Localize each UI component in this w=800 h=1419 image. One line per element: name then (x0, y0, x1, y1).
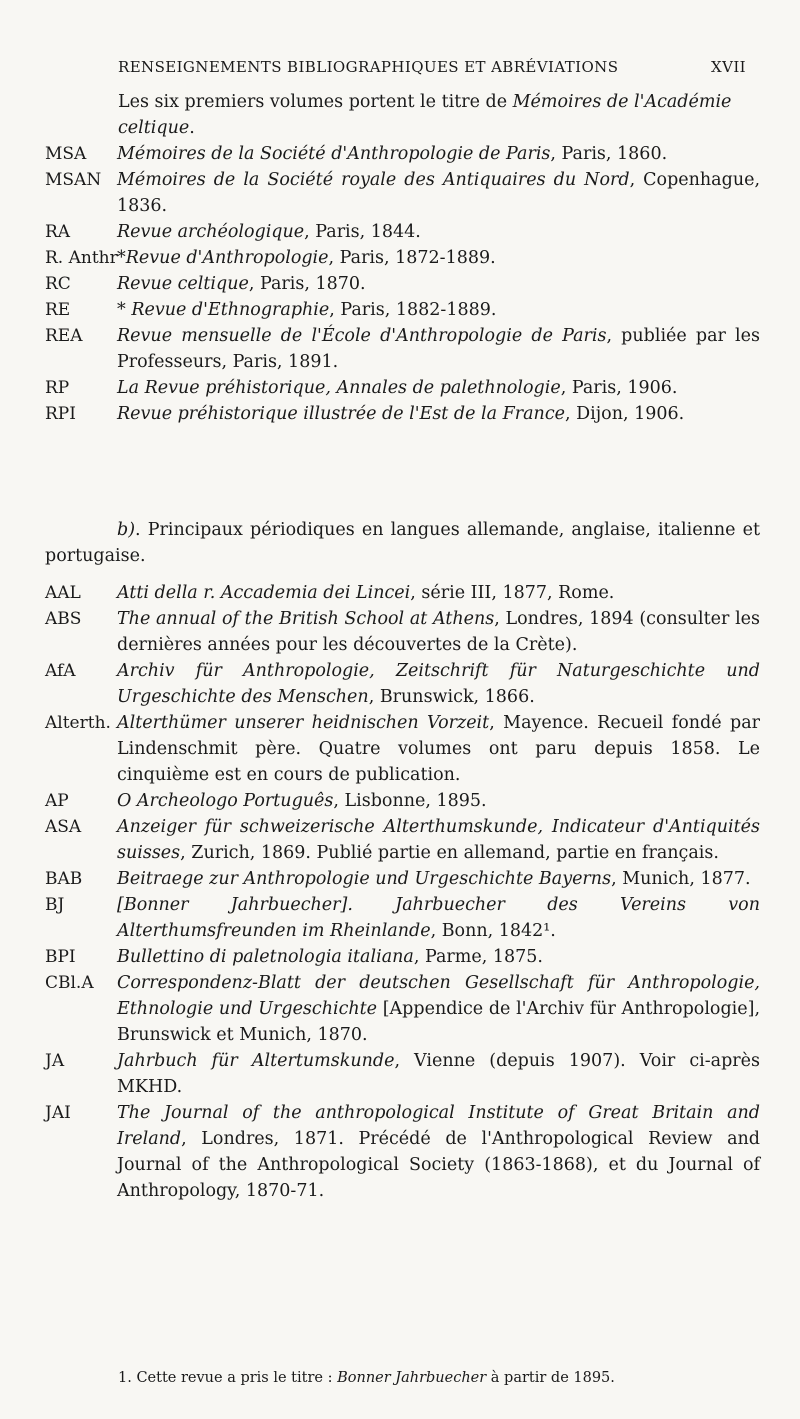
entry-details: , Paris, 1872-1889. (328, 248, 496, 268)
entry-abbreviation: MSA (45, 144, 87, 164)
entry-description (117, 866, 760, 892)
bibliography-entry (45, 271, 760, 297)
entry-title: *Revue d'Anthropologie (117, 248, 329, 268)
entry-description (117, 892, 760, 944)
entry-description (117, 658, 760, 710)
entry-description (117, 245, 760, 271)
intro-paragraph: Les six premiers volumes portent le titre de Mémoires de l'Académie celtique. (118, 92, 732, 138)
bibliography-entry (45, 606, 760, 658)
page-number: XVII (711, 58, 746, 76)
entry-details: , Mayence. Recueil fondé par Lindenschmit père. Quatre volumes ont paru depuis 1858. Le cinquième est en cours de publication. (117, 713, 760, 785)
bibliography-entry (45, 1100, 760, 1204)
entry-details: , Paris, 1860. (550, 144, 668, 164)
entry-title: Mémoires de la Société d'Anthropologie de Paris (117, 144, 551, 164)
entry-description (117, 788, 760, 814)
entry-details: , Londres, 1871. Précédé de l'Anthropological Review and Journal of the Anthropological Society (1863-1868), et du Journal of Anthropology, 1870-71. (117, 1129, 760, 1201)
bibliography-entry (45, 710, 760, 788)
entry-abbreviation: MSAN (45, 170, 102, 190)
entry-title: La Revue préhistorique, Annales de palethnologie (117, 378, 561, 398)
bibliography-entry (45, 167, 760, 219)
entry-title: Mémoires de la Société royale des Antiquaires du Nord (117, 170, 630, 190)
entry-description (117, 401, 760, 427)
entry-abbreviation: JAI (45, 1103, 71, 1123)
entry-title: Atti della r. Accademia dei Lincei (117, 583, 411, 603)
entry-abbreviation: BPI (45, 947, 76, 967)
entry-title: Beitraege zur Anthropologie und Urgeschichte Bayerns (117, 869, 612, 889)
entry-details: , Lisbonne, 1895. (333, 791, 487, 811)
entry-abbreviation: AP (45, 791, 69, 811)
entry-title: * Revue d'Ethnographie (117, 300, 330, 320)
bibliography-entry (45, 375, 760, 401)
entry-abbreviation: BJ (45, 895, 65, 915)
entry-description (117, 219, 760, 245)
entries-block-foreign (45, 580, 760, 1204)
entry-title: Revue mensuelle de l'École d'Anthropologie de Paris (117, 326, 607, 346)
entry-description (117, 710, 760, 788)
entry-description (117, 814, 760, 866)
bibliography-entry (45, 401, 760, 427)
bibliography-entry (45, 245, 760, 271)
entry-abbreviation: ASA (45, 817, 82, 837)
bibliography-entry (45, 1048, 760, 1100)
header-title: RENSEIGNEMENTS BIBLIOGRAPHIQUES ET ABRÉVIATIONS (118, 58, 619, 76)
entry-details: , Londres, 1894 (consulter les dernières années pour les découvertes de la Crète). (117, 609, 761, 655)
entry-title: Correspondenz-Blatt der deutschen Gesellschaft für Anthropologie, Ethnologie und Urgeschichte (117, 973, 760, 1019)
entry-description (117, 323, 760, 375)
entry-description (117, 970, 760, 1048)
entry-title: Revue celtique (117, 274, 249, 294)
entry-description (117, 1100, 760, 1204)
entry-details: , Vienne (depuis 1907). Voir ci-après MKHD. (117, 1051, 760, 1097)
section-letter: b) (117, 520, 136, 540)
bibliography-entry (45, 814, 760, 866)
entry-abbreviation: AfA (45, 661, 76, 681)
entry-details: , Paris, 1906. (560, 378, 678, 398)
entry-title: Alterthümer unserer heidnischen Vorzeit (117, 713, 490, 733)
entry-title: Anzeiger für schweizerische Alterthumskunde, Indicateur d'Antiquités suisses (117, 817, 760, 863)
footnote: 1. Cette revue a pris le titre : Bonner Jahrbuecher à partir de 1895. (118, 1370, 615, 1386)
entry-abbreviation: RC (45, 274, 71, 294)
entry-details: , publiée par les Professeurs, Paris, 1891. (117, 326, 760, 372)
bibliography-entry (45, 788, 760, 814)
entry-abbreviation: AAL (45, 583, 81, 603)
bibliography-entry (45, 866, 760, 892)
bibliography-entry (45, 658, 760, 710)
bibliography-entry (45, 141, 760, 167)
entry-title: O Archeologo Português (117, 791, 334, 811)
entry-details: , Paris, 1844. (304, 222, 421, 242)
entry-details: , Paris, 1870. (248, 274, 366, 294)
bibliography-entry (45, 944, 760, 970)
entry-abbreviation: R. Anthr (45, 248, 118, 268)
entry-description (117, 580, 760, 606)
bibliography-entry (45, 323, 760, 375)
entry-details: , Copenhague, 1836. (117, 170, 761, 216)
entry-description (117, 944, 760, 970)
entry-abbreviation: BAB (45, 869, 83, 889)
running-header (118, 58, 746, 76)
bibliography-entry (45, 580, 760, 606)
bibliography-entry (45, 892, 760, 944)
bibliography-entry (45, 297, 760, 323)
entry-details: , Zurich, 1869. Publié partie en allemand, partie en français. (180, 843, 719, 863)
entry-title: Jahrbuch für Altertumskunde (117, 1051, 395, 1071)
entry-details: , Bonn, 1842¹. (430, 921, 556, 941)
entry-details: , Dijon, 1906. (565, 404, 685, 424)
entry-details: , Munich, 1877. (611, 869, 751, 889)
entry-description (117, 297, 760, 323)
entry-abbreviation: CBl.A (45, 973, 94, 993)
entry-title: Archiv für Anthropologie, Zeitschrift für Naturgeschichte und Urgeschichte des Menschen (117, 661, 760, 707)
entry-title: [Bonner Jahrbuecher]. Jahrbuecher des Vereins von Alterthumsfreunden im Rheinlande (117, 895, 760, 941)
entry-abbreviation: JA (45, 1051, 65, 1071)
entry-title: Bullettino di paletnologia italiana (117, 947, 414, 967)
entry-description (117, 606, 760, 658)
entry-title: Revue archéologique (117, 222, 305, 242)
entry-title: The Journal of the anthropological Institute of Great Britain and Ireland (117, 1103, 760, 1149)
entry-abbreviation: REA (45, 326, 83, 346)
entry-description (117, 375, 760, 401)
entry-abbreviation: RP (45, 378, 70, 398)
entry-details: , Parme, 1875. (413, 947, 543, 967)
entry-abbreviation: ABS (45, 609, 82, 629)
entry-details: [Appendice de l'Archiv für Anthropologie], Brunswick et Munich, 1870. (117, 999, 761, 1045)
entry-details: , Paris, 1882-1889. (329, 300, 497, 320)
intro-title: Mémoires de l'Académie celtique (118, 92, 732, 138)
entry-description (117, 271, 760, 297)
entry-title: Revue préhistorique illustrée de l'Est de la France (117, 404, 565, 424)
entry-abbreviation: Alterth. (45, 713, 111, 733)
entries-block-french (45, 141, 760, 427)
entry-abbreviation: RE (45, 300, 71, 320)
entry-details: , série III, 1877, Rome. (410, 583, 615, 603)
bibliography-entry (45, 970, 760, 1048)
bibliography-entry (45, 219, 760, 245)
entry-title: The annual of the British School at Athens (117, 609, 495, 629)
entry-description (117, 141, 760, 167)
entry-description (117, 1048, 760, 1100)
entry-details: , Brunswick, 1866. (368, 687, 535, 707)
entry-abbreviation: RPI (45, 404, 76, 424)
section-b-heading: b). Principaux périodiques en langues allemande, anglaise, italienne et portugaise. (45, 520, 760, 566)
entry-description (117, 167, 760, 219)
entry-abbreviation: RA (45, 222, 71, 242)
